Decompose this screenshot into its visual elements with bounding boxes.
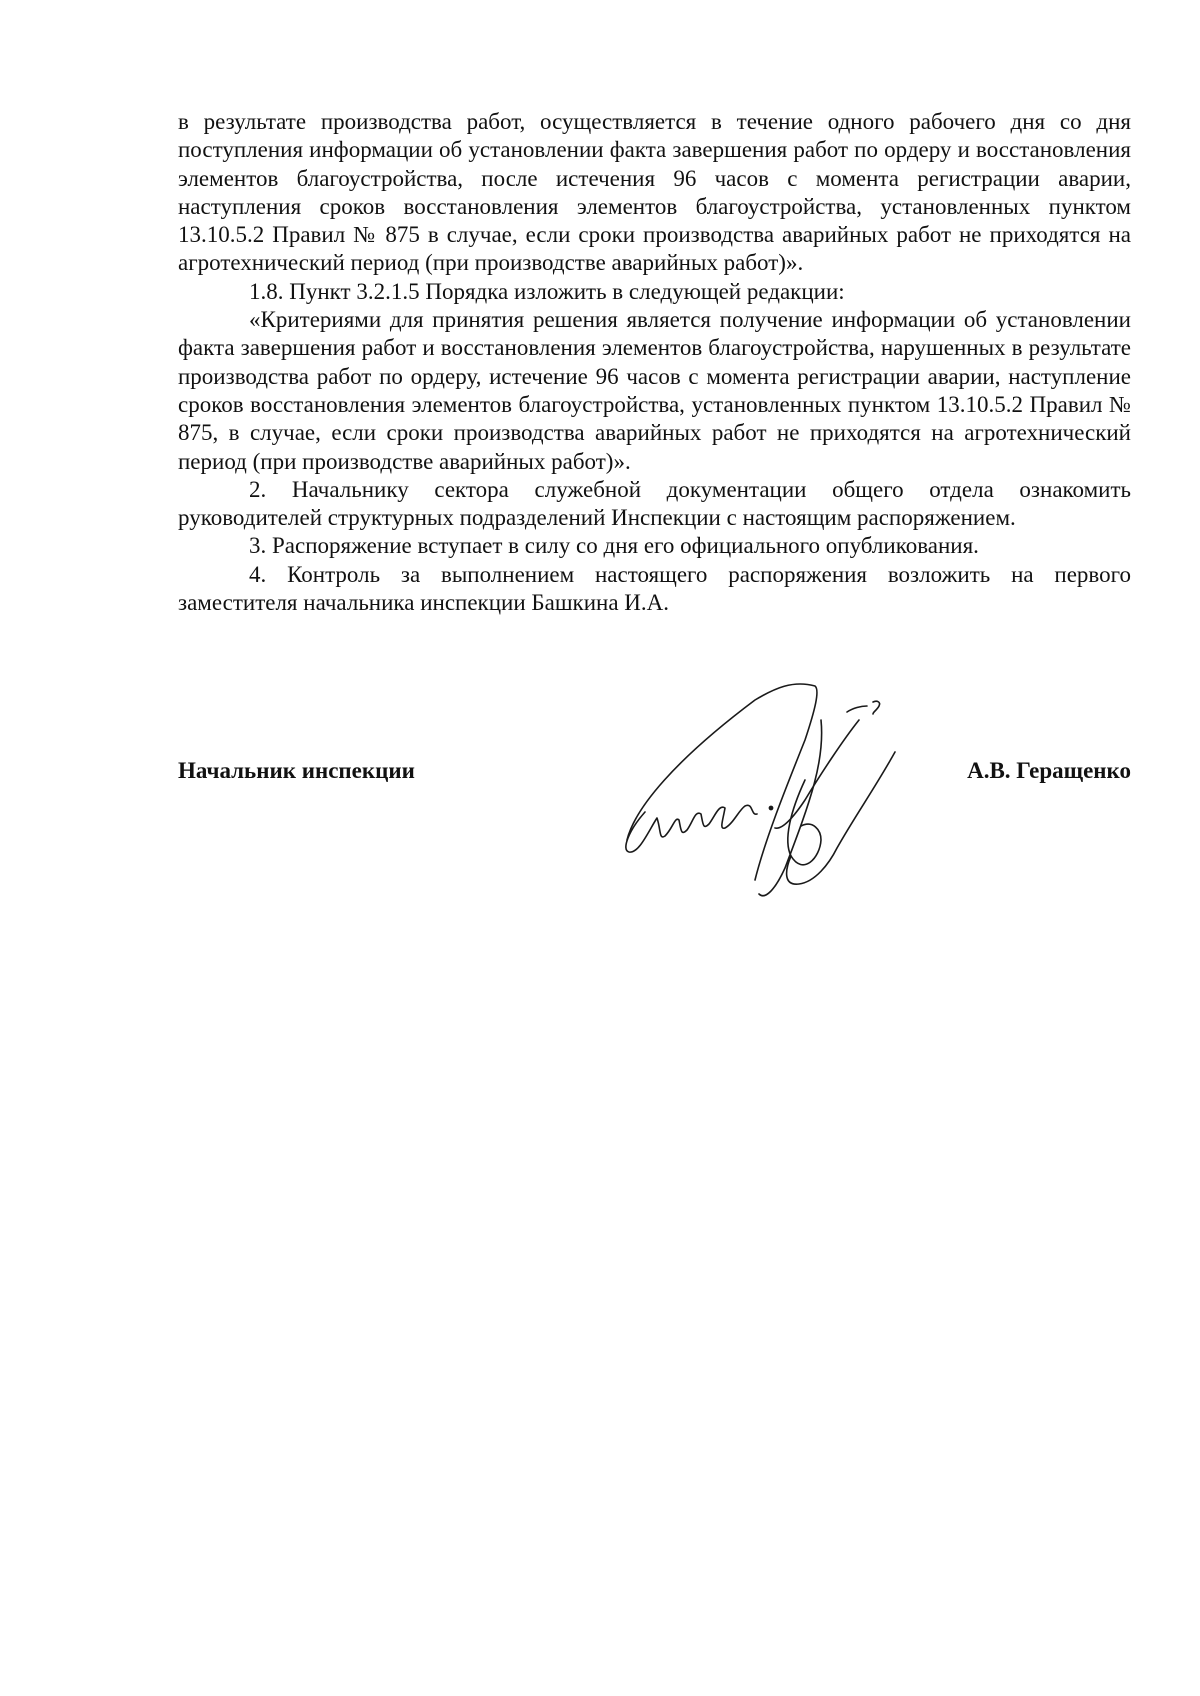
paragraph-item-2: 2. Начальнику сектора служебной документации общего отдела ознакомить руководителей структурных подразделений Инспекции с настоящим распоряжением. bbox=[178, 476, 1131, 531]
signatory-position: Начальник инспекции bbox=[178, 758, 415, 783]
paragraph-continuation: в результате производства работ, осуществляется в течение одного рабочего дня со дня поступления информации об установлении факта завершения работ по ордеру и восстановления элементов благоустройства, после истечения 96 часов с момента регистрации аварии, наступления сроков восстановления элементов благоустройства, установленных пунктом 13.10.5.2 Правил № 875 в случае, если сроки производства аварийных работ не приходятся на агротехнический период (при производстве аварийных работ)». bbox=[178, 109, 1131, 276]
paragraph-item-3: 3. Распоряжение вступает в силу со дня его официального опубликования. bbox=[249, 533, 979, 559]
signatory-name: А.В. Геращенко bbox=[967, 758, 1131, 783]
paragraph-item-1-8: 1.8. Пункт 3.2.1.5 Порядка изложить в следующей редакции: bbox=[249, 278, 845, 304]
handwritten-signature-image bbox=[615, 680, 935, 910]
paragraph-item-4: 4. Контроль за выполнением настоящего распоряжения возложить на первого заместителя начальника инспекции Башкина И.А. bbox=[178, 561, 1131, 616]
document-body bbox=[178, 108, 1131, 617]
paragraph-quoted-criteria: «Критериями для принятия решения является получение информации об установлении факта завершения работ и восстановления элементов благоустройства, нарушенных в результате производства работ по ордеру, истечение 96 часов с момента регистрации аварии, наступление сроков восстановления элементов благоустройства, установленных пунктом 13.10.5.2 Правил № 875, в случае, если сроки производства аварийных работ не приходятся на агротехнический период (при производстве аварийных работ)». bbox=[178, 307, 1131, 474]
